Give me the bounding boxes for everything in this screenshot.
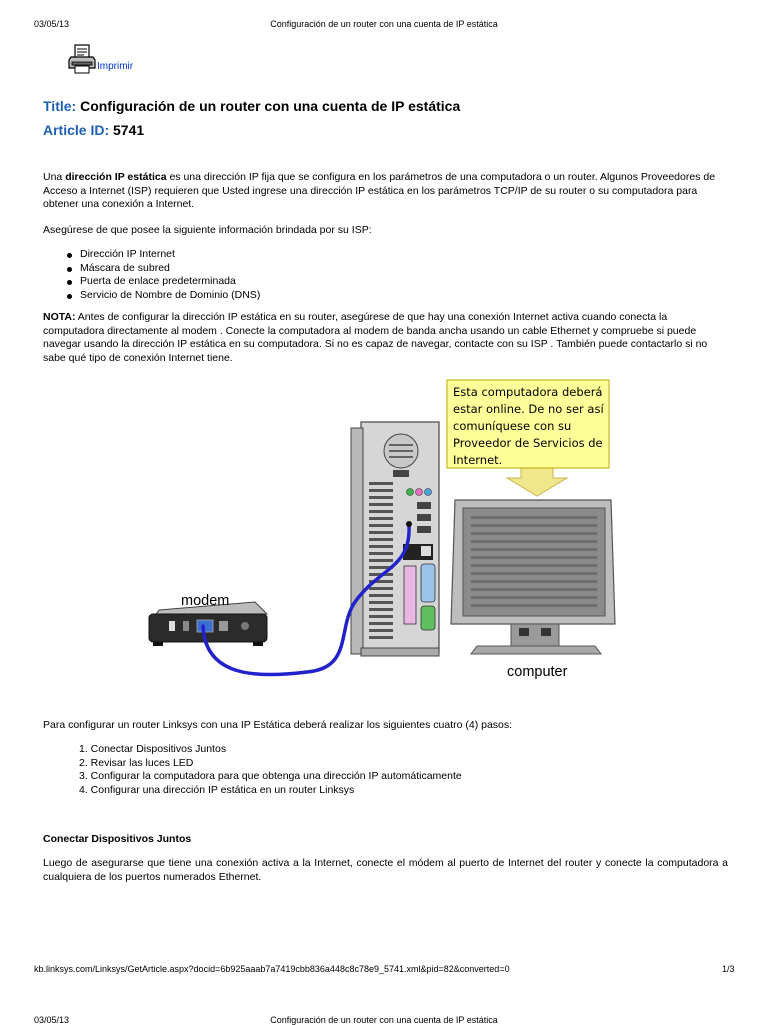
steps-intro: Para configurar un router Linksys con una IP Estática deberá realizar los siguientes cuatro (4) pasos: bbox=[43, 719, 513, 731]
intro-pre: Una bbox=[43, 171, 66, 183]
callout-line: Proveedor de Servicios de bbox=[453, 436, 603, 450]
list-item: Servicio de Nombre de Dominio (DNS) bbox=[80, 288, 261, 301]
intro-bold: dirección IP estática bbox=[65, 171, 167, 183]
printer-icon bbox=[68, 44, 96, 74]
print-header-title: Configuración de un router con una cuenta de IP estática bbox=[270, 19, 498, 29]
next-page-header-title: Configuración de un router con una cuenta de IP estática bbox=[270, 1015, 498, 1025]
next-page-header-date: 03/05/13 bbox=[34, 1015, 70, 1025]
note-text: Antes de configurar la dirección IP estática en su router, asegúrese de que hay una conexión Internet activa cuando conecta la computadora directamente al modem . Conecte la computadora al modem de banda ancha usando un cable Ethernet y compruebe si puede navegar usando la dirección IP estática en su computadora. Si no es capaz de navegar, contacte con su ISP . También puede contactarlo si no sabe qué tipo de conexión Internet tiene. bbox=[43, 311, 708, 364]
list-item: Puerta de enlace predeterminada bbox=[80, 275, 260, 289]
computer-label: computer bbox=[507, 664, 568, 680]
connection-diagram bbox=[139, 378, 629, 694]
callout-line: Esta computadora deberá bbox=[453, 385, 603, 399]
requirements-list bbox=[43, 248, 260, 302]
print-footer-page: 1/3 bbox=[722, 964, 735, 974]
steps-list bbox=[43, 743, 462, 797]
callout-line: Internet. bbox=[453, 453, 503, 467]
title-text: Configuración de un router con una cuenta de IP estática bbox=[80, 98, 461, 114]
intro-paragraph bbox=[43, 171, 728, 212]
callout-box bbox=[447, 380, 609, 468]
article-id bbox=[43, 122, 144, 138]
print-link[interactable] bbox=[68, 42, 133, 74]
print-header-date: 03/05/13 bbox=[34, 19, 70, 29]
section-heading: Conectar Dispositivos Juntos bbox=[43, 833, 192, 845]
list-item: Dirección IP Internet bbox=[80, 248, 260, 262]
list-item: 1. Conectar Dispositivos Juntos bbox=[79, 743, 227, 755]
intro-post: es una dirección IP fija que se configura en los parámetros de una computadora o un router. Algunos Proveedores de Acceso a Internet (ISP) requieren que Usted ingrese una dirección IP estática en los parámetros TCP/IP de su router o su computadora para obtener una conexión a Internet. bbox=[43, 171, 716, 210]
list-item: Máscara de subred bbox=[80, 262, 260, 276]
article-title bbox=[43, 98, 460, 114]
computer-tower bbox=[351, 422, 439, 656]
requirements-intro: Asegúrese de que posee la siguiente información brindada por su ISP: bbox=[43, 224, 372, 236]
article-id-label: Article ID: bbox=[43, 122, 110, 138]
print-link-label[interactable]: Imprimir bbox=[97, 61, 134, 72]
callout-line: estar online. De no ser así bbox=[453, 402, 604, 416]
article-id-value: 5741 bbox=[113, 122, 145, 138]
callout-line: comuníquese con su bbox=[453, 419, 572, 433]
print-footer-url: kb.linksys.com/Linksys/GetArticle.aspx?docid=6b925aaab7a7419cbb836a448c8c78e9_5741.xml&pid=82&converted=0 bbox=[34, 964, 510, 974]
title-label: Title: bbox=[43, 98, 77, 114]
modem-label: modem bbox=[181, 593, 230, 609]
list-item: 3. Configurar la computadora para que obtenga una dirección IP automáticamente bbox=[79, 770, 462, 782]
section-paragraph: Luego de asegurarse que tiene una conexión activa a la Internet, conecte el módem al puerto de Internet del router y conecte la computadora a cualquiera de los puertos numerados Ethernet. bbox=[43, 857, 728, 883]
list-item: 4. Configurar una dirección IP estática en un router Linksys bbox=[79, 783, 355, 796]
note-label: NOTA: bbox=[43, 311, 76, 323]
list-item: 2. Revisar las luces LED bbox=[79, 756, 194, 769]
note-paragraph bbox=[43, 311, 728, 365]
